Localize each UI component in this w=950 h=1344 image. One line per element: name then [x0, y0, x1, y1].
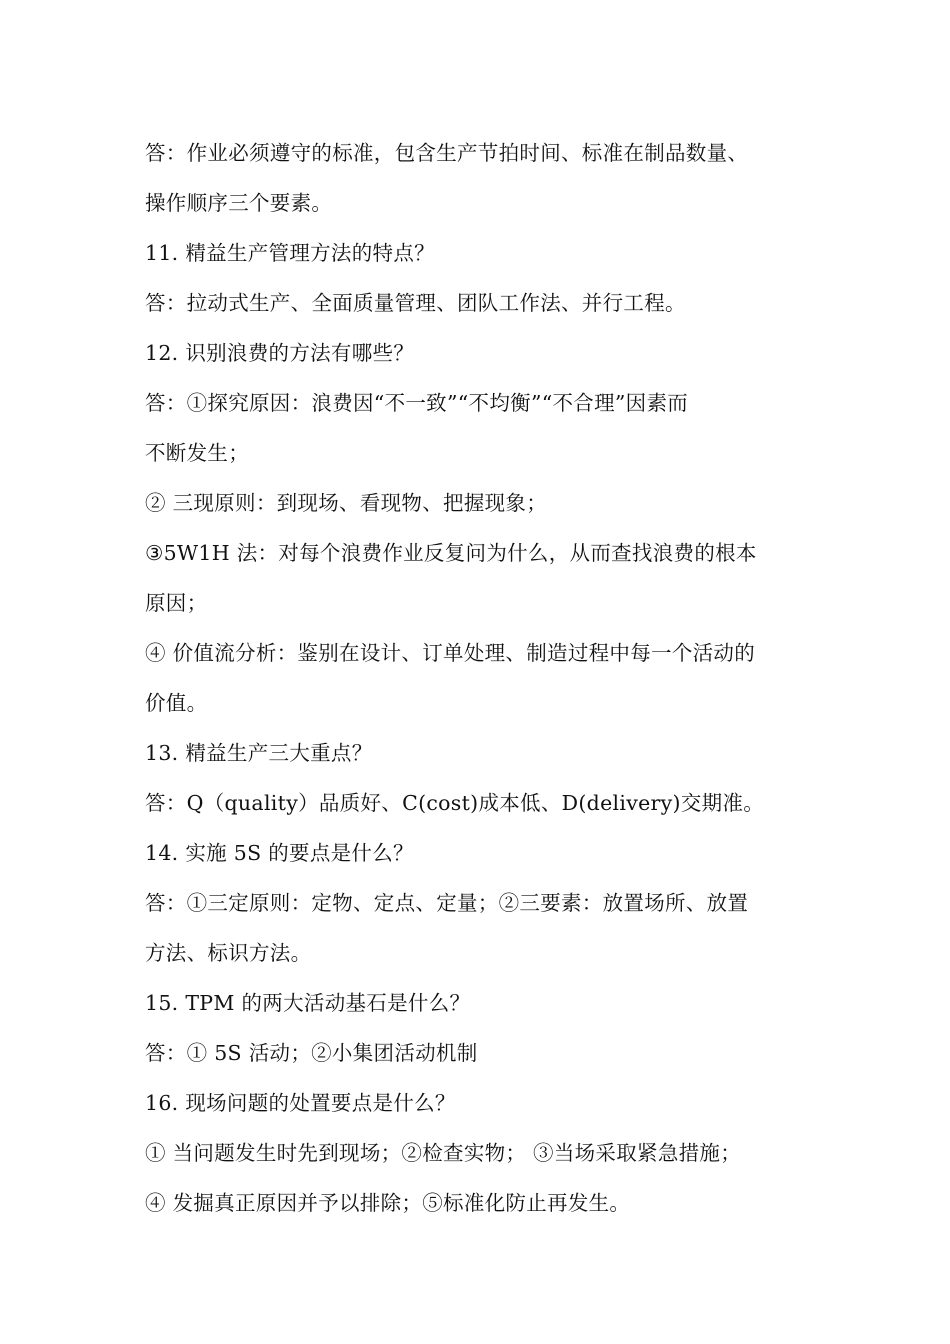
question-16: 16. 现场问题的处置要点是什么？: [145, 1091, 456, 1115]
answer-12-line-5: 原因；: [145, 591, 208, 615]
answer-12-line-1: 答：①探究原因：浪费因“不一致”“不均衡”“不合理”因素而: [145, 391, 689, 415]
question-12: 12. 识别浪费的方法有哪些？: [145, 341, 415, 365]
answer-12-line-2: 不断发生；: [145, 441, 249, 465]
document-body: [145, 128, 810, 1228]
answer-10-line-2: 操作顺序三个要素。: [145, 191, 333, 215]
answer-14-line-2: 方法、标识方法。: [145, 941, 312, 965]
answer-16-line-2: ④ 发掘真正原因并予以排除；⑤标准化防止再发生。: [145, 1191, 631, 1215]
answer-12-line-7: 价值。: [145, 691, 208, 715]
answer-15: 答：① 5S 活动；②小集团活动机制: [145, 1041, 478, 1065]
answer-12-line-4: ③5W1H 法：对每个浪费作业反复问为什么，从而查找浪费的根本: [145, 541, 757, 565]
answer-12-line-3: ② 三现原则：到现场、看现物、把握现象；: [145, 491, 548, 515]
question-11: 11. 精益生产管理方法的特点？: [145, 241, 435, 265]
answer-16-line-1: ① 当问题发生时先到现场；②检查实物； ③当场采取紧急措施；: [145, 1141, 742, 1165]
answer-13: 答：Q（quality）品质好、C(cost)成本低、D(delivery)交期准。: [145, 791, 765, 815]
answer-10-line-1: 答：作业必须遵守的标准，包含生产节拍时间、标准在制品数量、: [145, 141, 749, 165]
question-14: 14. 实施 5S 的要点是什么？: [145, 841, 414, 865]
question-13: 13. 精益生产三大重点？: [145, 741, 373, 765]
answer-14-line-1: 答：①三定原则：定物、定点、定量；②三要素：放置场所、放置: [145, 891, 749, 915]
question-15: 15. TPM 的两大活动基石是什么？: [145, 991, 471, 1015]
answer-11: 答：拉动式生产、全面质量管理、团队工作法、并行工程。: [145, 291, 686, 315]
answer-12-line-6: ④ 价值流分析：鉴别在设计、订单处理、制造过程中每一个活动的: [145, 641, 756, 665]
